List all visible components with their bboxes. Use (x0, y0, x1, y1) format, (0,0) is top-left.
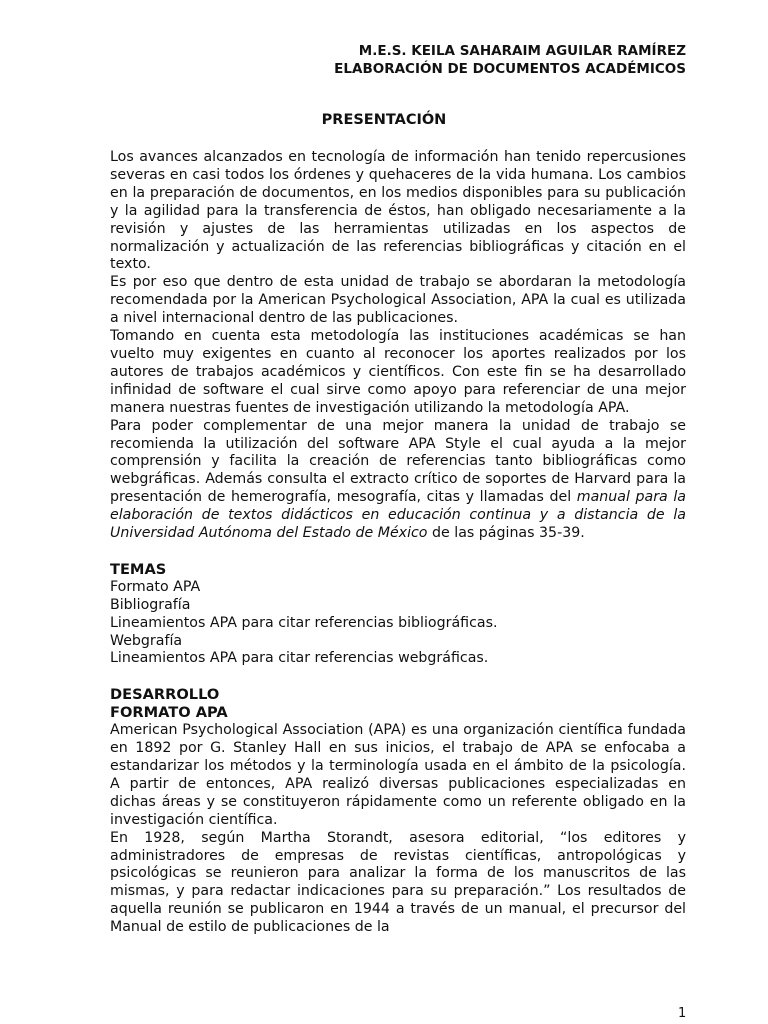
desarrollo-paragraph-2: En 1928, según Martha Storandt, asesora editorial, “los editores y administradores de empresas de revistas científicas, antropológicas y psicológicas se reunieron para analizar la forma de los manuscritos de las mismas, y para redactar indicaciones para su preparación.” Los resultados de aquella reunión se publicaron en 1944 a través de un manual, el precursor del Manual de estilo de publicaciones de la (110, 829, 686, 936)
paragraph-4-start: Para poder complementar de una mejor manera la unidad de trabajo se recomienda la utilización del software APA Style el cual ayuda a la mejor comprensión y facilita la creación de referencias tanto bibliográficas como webgráficas. Además consulta el extracto crítico de soportes de Harvard para la presentación de hemerografía, mesografía, citas y llamadas del (110, 417, 686, 506)
temas-item: Webgrafía (110, 632, 183, 649)
page-number: 1 (678, 1006, 687, 1021)
header-course: ELABORACIÓN DE DOCUMENTOS ACADÉMICOS (334, 61, 686, 77)
temas-item: Lineamientos APA para citar referencias bibliográficas. (110, 614, 498, 631)
header-author: M.E.S. KEILA SAHARAIM AGUILAR RAMÍREZ (358, 43, 686, 59)
temas-item: Formato APA (110, 578, 201, 595)
temas-item: Bibliografía (110, 596, 191, 613)
temas-item: Lineamientos APA para citar referencias webgráficas. (110, 650, 489, 667)
page-header (334, 42, 686, 78)
presentation-paragraph-4 (110, 418, 686, 543)
temas-heading: TEMAS (110, 560, 167, 578)
presentation-paragraph-3: Tomando en cuenta esta metodología las instituciones académicas se han vuelto muy exigentes en cuanto al reconocer los aportes realizados por los autores de trabajos académicos y científicos. Con este fin se ha desarrollado infinidad de software el cual sirve como apoyo para referenciar de una mejor manera nuestras fuentes de investigación utilizando la metodología APA. (110, 328, 686, 416)
manual-title-italic: manual para la elaboración de textos didácticos en educación continua y a distancia de la Universidad Autónoma del Estado de México (110, 489, 686, 542)
desarrollo-heading: DESARROLLO (110, 686, 220, 704)
formato-apa-subheading: FORMATO APA (110, 704, 228, 722)
document-body (110, 149, 686, 937)
presentation-paragraph-1: Los avances alcanzados en tecnología de información han tenido repercusiones severas en casi todos los órdenes y quehaceres de la vida humana. Los cambios en la preparación de documentos, en los medios disponibles para su publicación y la agilidad para la transferencia de éstos, han obligado necesariamente a la revisión y ajustes de las herramientas utilizadas en los aspectos de normalización y actualización de las referencias bibliográficas y citación en el texto. (110, 149, 686, 273)
paragraph-4-end: de las páginas 35-39. (427, 525, 585, 542)
page-title: PRESENTACIÓN (321, 112, 447, 128)
desarrollo-paragraph-1: American Psychological Association (APA) es una organización científica fundada en 1892 por G. Stanley Hall en sus inicios, el trabajo de APA se enfocaba a estandarizar los métodos y la terminología usada en el ámbito de la psicología. A partir de entonces, APA realizó diversas publicaciones especializadas en dichas áreas y se constituyeron rápidamente como un referente obligado en la investigación científica. (110, 722, 686, 828)
presentation-paragraph-2: Es por eso que dentro de esta unidad de trabajo se abordaran la metodología recomendada por la American Psychological Association, APA la cual es utilizada a nivel internacional dentro de las publicaciones. (110, 274, 686, 327)
